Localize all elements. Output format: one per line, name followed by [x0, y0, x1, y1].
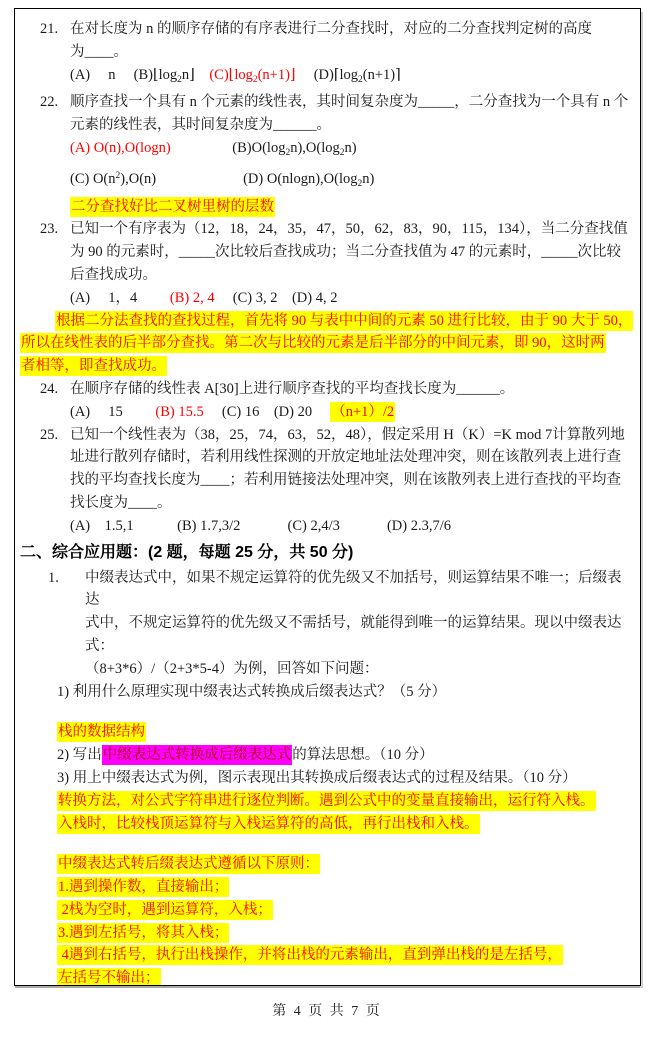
- page-footer: 第 4 页 共 7 页: [272, 1004, 382, 1019]
- highlighted-text: 入栈时，比较栈顶运算符与入栈运算符的高低，再行出栈和入栈。: [58, 815, 479, 832]
- text-run: 找长度为____。: [70, 494, 172, 511]
- answer-text: (B) 15.5: [155, 403, 204, 420]
- text-run: 3) 用上中缀表达式为例，图示表现出其转换成后缀表达式的过程及结果。（10 分）: [57, 769, 577, 786]
- highlighted-text: 4遇到右括号，执行出栈操作，并将出栈的元素输出，直到弹出栈的是左括号，: [58, 947, 562, 964]
- text-run: 式中，不规定运算符的优先级又不需括号，就能得到唯一的运算结果。现以中缀表达式：: [85, 615, 622, 654]
- question-body: [70, 378, 632, 424]
- highlighted-text: 中缀表达式转后缀表达式遵循以下原则：: [58, 856, 319, 873]
- answer-text: (B) 2, 4: [169, 289, 215, 306]
- text-run: 元素的线性表，其时间复杂度为______。: [70, 117, 331, 134]
- answer-note-rule-3: [15, 922, 640, 945]
- spacer: [15, 703, 640, 721]
- text-run: (C) 3, 2 (D) 4, 2: [214, 289, 338, 306]
- text-run: 顺序查找一个具有 n 个元素的线性表，其时间复杂度为_____，二分查找为一个具有 n 个: [70, 94, 629, 111]
- text-line: [70, 515, 632, 538]
- answer-explanation-23: [15, 310, 640, 378]
- question-number: 23.: [40, 221, 59, 238]
- text-run: n⌋: [181, 66, 210, 83]
- highlighted-text: 二分查找好比二叉树里树的层数: [71, 198, 274, 215]
- text-run: ),O(n): [120, 170, 157, 187]
- text-line: [57, 767, 634, 790]
- text-line: [57, 967, 634, 986]
- text-line: [70, 218, 632, 241]
- text-line: [70, 137, 632, 165]
- text-run: （8+3*6）/（2+3*5-4）为例，回答如下问题：: [85, 660, 379, 677]
- text-line: [70, 492, 632, 515]
- text-line: [70, 64, 632, 92]
- text-line: [57, 681, 634, 704]
- highlighted-text: （n+1）/2: [331, 403, 395, 420]
- text-line: [70, 264, 632, 287]
- text-line: [85, 658, 632, 681]
- question-number: 1.: [48, 569, 59, 586]
- document-border-box: [14, 8, 641, 986]
- answer-note-rules-title: [15, 853, 640, 876]
- text-line: [57, 876, 634, 899]
- text-line: [57, 813, 634, 836]
- question-23: [15, 218, 640, 309]
- question-s2-1: [15, 567, 640, 681]
- text-run: 1) 利用什么原理实现中缀表达式转换成后缀表达式？（5 分）: [57, 683, 447, 700]
- text-line: [57, 721, 634, 744]
- text-line: [70, 91, 632, 114]
- text-run: 已知一个线性表为（38，25，74，63，52，48），假定采用 H（K）=K mod 7计算散列地: [70, 426, 625, 443]
- text-line: [70, 378, 632, 401]
- text-line: [85, 567, 632, 613]
- text-line: [70, 446, 632, 469]
- text-run: 中缀表达式中，如果不规定运算符的优先级又不加括号，则运算结果不唯一；后缀表达: [85, 569, 622, 609]
- sub-question-1: [15, 681, 640, 704]
- question-24: [15, 378, 640, 424]
- text-line: [57, 790, 634, 813]
- text-run: (D)⌈log: [295, 66, 359, 83]
- question-body: [85, 567, 632, 681]
- text-run: (D) O(nlogn),O(log: [156, 170, 358, 187]
- answer-note-rule-1: [15, 876, 640, 899]
- answer-text: (A) O(n),O(logn): [70, 139, 171, 156]
- highlighted-text: 中缀表达式转换成后缀表达式: [102, 747, 292, 764]
- text-line: [20, 310, 638, 333]
- question-number: 25.: [40, 426, 59, 443]
- text-run: 为 90 的元素时，_____次比较后查找成功；当二分查找值为 47 的元素时，_____次比较: [70, 244, 621, 261]
- question-number: 22.: [40, 94, 59, 111]
- text-run: (C) O(n: [70, 170, 116, 187]
- answer-text: 2: [252, 74, 258, 85]
- answer-note-rule-2: [15, 899, 640, 922]
- text-run: 在顺序存储的线性表 A[30]上进行顺序查找的平均查找长度为______。: [70, 380, 515, 397]
- text-run: (C) 16 (D) 20: [203, 403, 331, 420]
- text-line: [70, 114, 632, 137]
- text-line: [20, 332, 638, 355]
- answer-text: (n+1)⌋: [257, 66, 296, 83]
- text-line: [70, 18, 632, 41]
- highlighted-text: 栈的数据结构: [58, 724, 145, 741]
- text-run: (A) 15: [70, 403, 156, 420]
- text-run: 2: [115, 170, 121, 181]
- question-body: [70, 424, 632, 538]
- text-line: [70, 165, 632, 196]
- section-2-header: [15, 541, 640, 565]
- answer-note-stack-structure: [15, 721, 640, 744]
- text-line: [70, 424, 632, 447]
- highlighted-text: 1.遇到操作数，直接输出；: [58, 879, 229, 896]
- text-run: 2: [339, 147, 345, 158]
- text-run: 为____。: [70, 43, 128, 60]
- text-run: 2) 写出: [57, 747, 102, 764]
- text-run: (A) n (B)⌊log: [70, 66, 178, 83]
- text-run: n): [344, 139, 357, 156]
- question-body: [70, 218, 632, 309]
- highlighted-text: 2栈为空时，遇到运算符，入栈；: [58, 901, 272, 918]
- text-line: [20, 355, 638, 378]
- text-line: [70, 196, 632, 219]
- text-run: (A) 1.5,1 (B) 1.7,3/2 (C) 2,4/3 (D) 2.3,7/6: [70, 517, 451, 534]
- text-run: 在对长度为 n 的顺序存储的有序表进行二分查找时，对应的二分查找判定树的高度: [70, 21, 592, 37]
- text-run: 2: [357, 178, 363, 189]
- text-run: 找的平均查找长度为____；若利用链接法处理冲突，则在该散列表上进行查找的平均查: [70, 472, 621, 489]
- text-line: [70, 469, 632, 492]
- highlighted-text: 者相等，即查找成功。: [21, 358, 166, 375]
- text-run: (A) 1，4: [70, 289, 170, 306]
- answer-note-rule-4: [15, 944, 640, 986]
- text-run: 后查找成功。: [70, 266, 157, 283]
- question-body: [70, 91, 632, 218]
- text-run: 2: [358, 74, 363, 85]
- highlighted-text: 所以在线性表的后半部分查找。第二次与比较的元素是后半部分的中间元素，即 90，这时两: [21, 335, 605, 352]
- text-line: [70, 241, 632, 264]
- text-run: (B)O(log: [170, 139, 286, 156]
- highlighted-text: 根据二分法查找的查找过程，首先将 90 与表中中间的元素 50 进行比较，由于 90 大于 50，: [56, 312, 633, 329]
- text-run: 2: [177, 74, 182, 85]
- question-21: [15, 18, 640, 91]
- question-25: [15, 424, 640, 538]
- highlighted-text: 3.遇到左括号，将其入栈；: [58, 924, 229, 941]
- text-run: n),O(log: [290, 139, 340, 156]
- sub-question-2: [15, 744, 640, 767]
- text-run: 二、综合应用题：(2 题，每题 25 分，共 50 分): [20, 543, 354, 561]
- text-line: [57, 853, 634, 876]
- question-22: [15, 91, 640, 218]
- highlighted-text: 转换方法，对公式字符串进行逐位判断。遇到公式中的变量直接输出，运行符入栈。: [58, 792, 595, 809]
- text-line: [57, 922, 634, 945]
- question-number: 21.: [40, 21, 59, 37]
- question-body: [70, 18, 632, 91]
- text-line: [70, 41, 632, 64]
- document-body: [15, 18, 640, 986]
- text-run: (n+1)⌉: [362, 66, 401, 83]
- answer-note-method: [15, 790, 640, 836]
- text-run: 的算法思想。（10 分）: [292, 747, 434, 764]
- highlighted-text: 左括号不输出；: [57, 968, 161, 986]
- text-line: [57, 944, 634, 967]
- text-run: 址进行散列存储时，若利用线性探测的开放定地址法处理冲突，则在该散列表上进行查: [70, 449, 621, 466]
- text-line: [70, 401, 632, 424]
- text-line: [85, 612, 632, 658]
- answer-text: (C)⌊log: [209, 66, 253, 83]
- question-number: 24.: [40, 380, 59, 397]
- text-run: 已知一个有序表为（12，18，24，35，47，50，62，83，90，115，134），当二分查找值: [70, 221, 628, 238]
- sub-question-3: [15, 767, 640, 790]
- spacer: [15, 835, 640, 853]
- text-line: [57, 899, 634, 922]
- text-line: [20, 541, 640, 565]
- text-line: [57, 744, 634, 767]
- text-run: n): [362, 170, 375, 187]
- text-line: [70, 287, 632, 310]
- text-run: 2: [285, 147, 291, 158]
